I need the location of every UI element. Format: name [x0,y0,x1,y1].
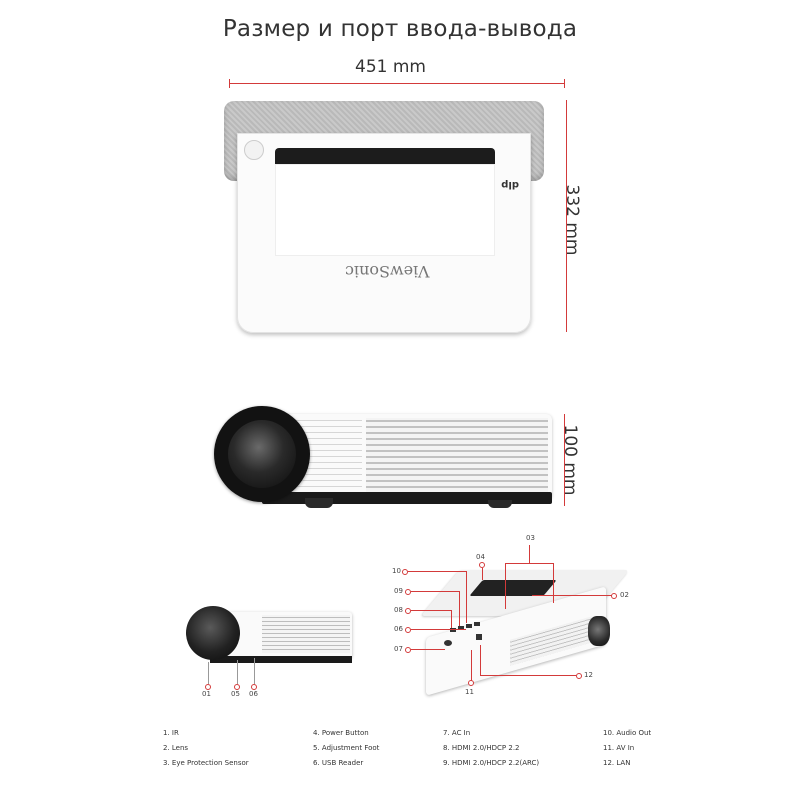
width-tick-right [564,79,565,88]
callout-12: 12 [584,671,593,679]
callout-line-10 [408,571,466,572]
legend-column-3 [443,726,539,771]
callout-line-06 [254,658,255,684]
legend-column-2 [313,726,379,771]
callout-03: 03 [526,534,535,542]
dlp-logo: dlp [501,179,519,190]
legend-item: 4. Power Button [313,729,369,737]
callout-line-12-v [480,645,481,675]
legend-item: 12. LAN [603,759,631,767]
callout-dot-08 [405,608,411,614]
legend-item: 5. Adjustment Foot [313,744,380,752]
legend-item: 3. Eye Protection Sensor [163,759,249,767]
legend-item: 7. AC In [443,729,471,737]
side-vents [366,418,548,492]
callout-07: 07 [394,645,403,653]
callout-line-11 [471,650,472,682]
legend-item: 8. HDMI 2.0/HDCP 2.2 [443,744,520,752]
callout-11: 11 [465,688,474,696]
legend-item: 10. Audio Out [603,729,652,737]
callout-dot-10 [402,569,408,575]
rear-lens-icon [588,616,610,646]
callout-line-08 [411,610,451,611]
legend-item: 2. Lens [163,744,189,752]
callout-dot-07 [405,647,411,653]
callout-line-01 [208,662,209,684]
small-lens-icon [186,606,240,660]
callout-line-08-v [451,610,452,628]
callout-06-rear: 06 [394,625,403,633]
callout-line-03-right [553,563,554,603]
callout-dot-11 [468,680,474,686]
callout-dot-09 [405,589,411,595]
ac-in-port-icon [444,640,452,646]
page-title: Размер и порт ввода-вывода [222,16,578,42]
callout-line-07 [411,649,445,650]
usb-port-icon [466,624,472,628]
callout-04: 04 [476,553,485,561]
width-tick-left [229,79,230,88]
lan-port-icon [476,634,482,640]
callout-01: 01 [202,690,211,698]
callout-line-02 [532,595,612,596]
rear-foot [488,500,512,508]
callout-line-03-top [529,545,530,563]
callout-dot-02 [611,593,617,599]
legend-item: 1. IR [163,729,179,737]
callout-line-12 [480,675,576,676]
callout-line-09-v [459,591,460,626]
small-side-vents [262,615,350,653]
callout-line-06-rear [411,629,466,630]
callout-08: 08 [394,606,403,614]
callout-09: 09 [394,587,403,595]
legend-item: 6. USB Reader [313,759,364,767]
callout-06: 06 [249,690,258,698]
audio-out-port-icon [474,622,480,626]
callout-line-10-v [466,571,467,623]
callout-line-03 [505,563,553,564]
callout-02: 02 [620,591,629,599]
adjustment-foot [305,498,333,508]
callout-line-09 [411,591,459,592]
callout-dot-12 [576,673,582,679]
legend-item: 11. AV In [603,744,635,752]
projection-window [275,148,495,256]
callout-dot-06-rear [405,627,411,633]
callout-10: 10 [392,567,401,575]
small-side-base [210,656,352,663]
callout-line-05 [237,660,238,684]
width-dimension-line [229,83,565,84]
width-dimension-label: 451 mm [355,57,426,77]
height-dimension-label: 100 mm [560,424,580,496]
depth-dimension-label: 332 mm [562,184,582,256]
ir-sensor-icon [244,140,264,160]
legend-column-1 [163,726,249,771]
brand-logo: ViewSonic [345,262,430,281]
callout-line-04 [482,568,483,580]
lens-icon [228,420,296,488]
callout-05: 05 [231,690,240,698]
legend-column-4 [603,726,651,771]
rear-projection-window [469,580,556,596]
legend-item: 9. HDMI 2.0/HDCP 2.2(ARC) [443,759,540,767]
callout-line-03-left [505,563,506,609]
